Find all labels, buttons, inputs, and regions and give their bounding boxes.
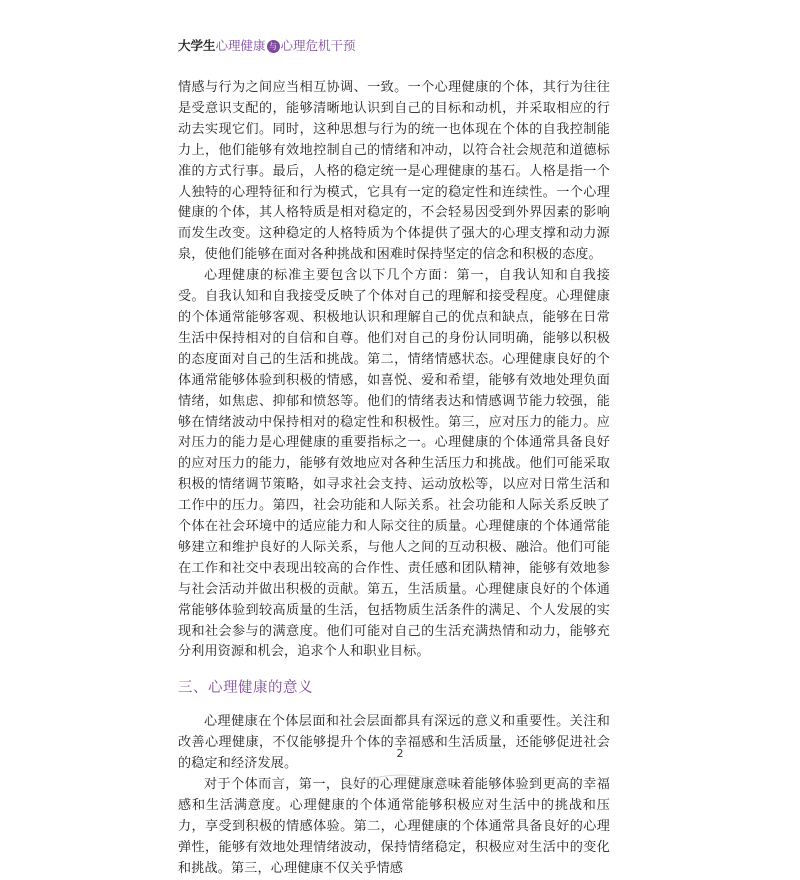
header-connector-badge: 与 xyxy=(267,40,280,53)
header-title-part2: 心理健康 xyxy=(215,38,266,53)
paragraph: 对于个体而言，第一，良好的心理健康意味着能够体验到更高的幸福感和生活满意度。心理健康的个体通常能够积极应对生活中的挑战和压力，享受到积极的情感体验。第二，心理健康的个体通常具备良好的心理弹性，能够有效地处理情绪波动，保持情绪稳定，积极应对生活中的变化和挑战。第三，心理健康不仅关乎情感 xyxy=(178,777,610,876)
page-number: 2 xyxy=(396,747,404,760)
page-number-arc-decoration xyxy=(340,762,460,792)
paragraph: 心理健康的标准主要包含以下几个方面：第一，自我认知和自我接受。自我认知和自我接受反映了个体对自己的理解和接受程度。心理健康的个体通常能够客观、积极地认识和理解自己的优点和缺点，能够在日常生活中保持相对的自信和自尊。他们对自己的身份认同明确，能够以积极的态度面对自己的生活和挑战。第二，情绪情感状态。心理健康良好的个体通常能够体验到积极的情感，如喜悦、爱和希望，能够有效地处理负面情绪，如焦虑、抑郁和愤怒等。他们的情绪表达和情感调节能力较强，能够在情绪波动中保持相对的稳定性和积极性。第三，应对压力的能力。应对压力的能力是心理健康的重要指标之一。心理健康的个体通常具备良好的应对压力的能力，能够有效地应对各种生活压力和挑战。他们可能采取积极的情绪调节策略，如寻求社会支持、运动放松等，以应对日常生活和工作中的压力。第四，社会功能和人际关系。社会功能和人际关系反映了个体在社会环境中的适应能力和人际交往的质量。心理健康的个体通常能够建立和维护良好的人际关系，与他人之间的互动积极、融洽。他们可能在工作和社交中表现出较高的合作性、责任感和团队精神，能够有效地参与社会活动并做出积极的贡献。第五，生活质量。心理健康良好的个体通常能够体验到较高质量的生活，包括物质生活条件的满足、个人发展的实现和社会参与的满意度。他们可能对自己的生活充满热情和动力，能够充分利用资源和机会，追求个人和职业目标。 xyxy=(178,268,610,660)
running-header xyxy=(178,38,356,54)
section-heading: 三、心理健康的意义 xyxy=(178,680,313,697)
header-title-part3: 心理危机干预 xyxy=(280,38,356,53)
paragraph: 心理健康在个体层面和社会层面都具有深远的意义和重要性。关注和改善心理健康，不仅能够提升个体的幸福感和生活质量，还能够促进社会的稳定和经济发展。 xyxy=(178,714,610,772)
paragraph: 情感与行为之间应当相互协调、一致。一个心理健康的个体，其行为往往是受意识支配的，能够清晰地认识到自己的目标和动机，并采取相应的行动去实现它们。同时，这种思想与行为的统一也体现在个体的自我控制能力上，他们能够有效地控制自己的情绪和冲动，以符合社会规范和道德标准的方式行事。最后，人格的稳定统一是心理健康的基石。人格是指一个人独特的心理特征和行为模式，它具有一定的稳定性和连续性。一个心理健康的个体，其人格特质是相对稳定的，不会轻易因受到外界因素的影响而发生改变。这种稳定的人格特质为个体提供了强大的心理支撑和动力源泉，使他们能够在面对各种挑战和困难时保持坚定的信念和积极的态度。 xyxy=(178,80,610,263)
header-title-part1: 大学生 xyxy=(178,38,216,53)
